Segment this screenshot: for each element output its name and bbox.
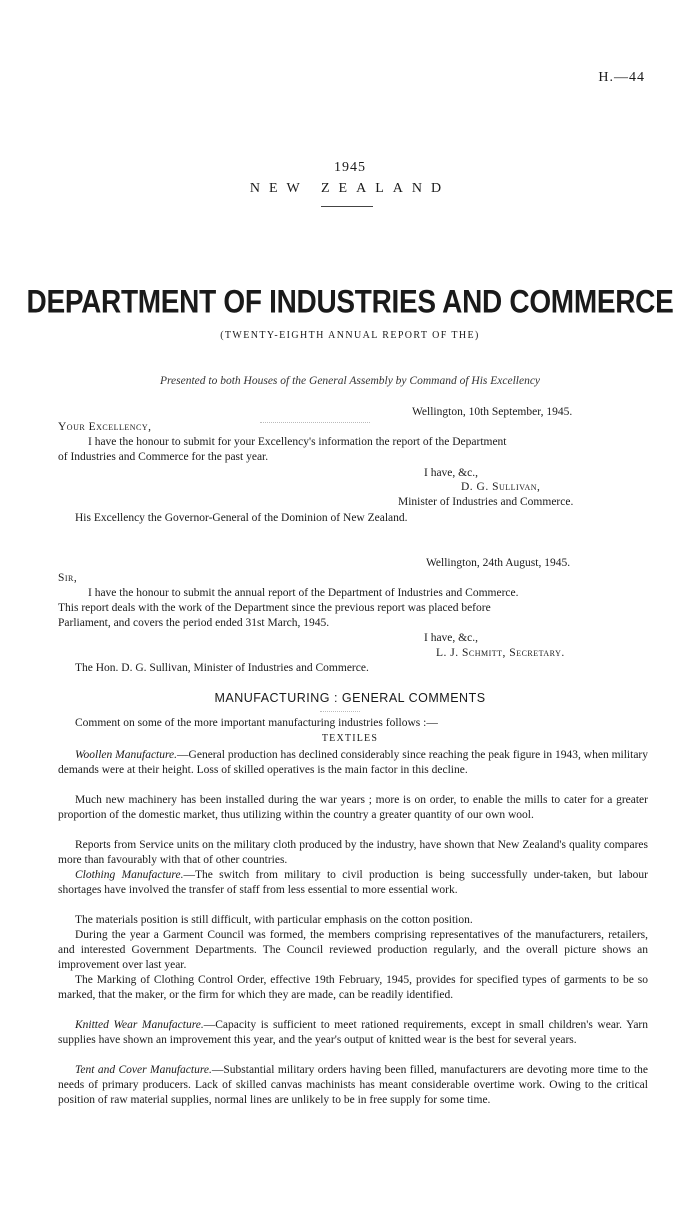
letter1-signature-title: Minister of Industries and Commerce. [398,496,574,508]
paragraph-lead: Knitted Wear Manufacture. [75,1019,204,1031]
presentation-note: Presented to both Houses of the General Assembly by Command of His Excellency [159,375,541,387]
letter1-body-line2: of Industries and Commerce for the past year. [58,451,269,463]
section-intro: Comment on some of the more important manufacturing industries follows :— [75,717,438,729]
title-divider [321,206,373,207]
paragraph-tent [58,1063,648,1108]
country-name: NEW ZEALAND [249,181,451,196]
letter-separator [260,422,370,423]
letter2-signature: L. J. Schmitt, Secretary. [436,647,565,659]
paragraph-text: —Capacity is sufficient to meet rationed requirements, except in small children's wear. Yarn supplies have shown an improvement this year, and the year's output of knitted wear is the best for several years. [58,1019,648,1046]
letter1-closing: I have, &c., [424,467,478,479]
paragraph-text: —The switch from military to civil production is being successfully under-taken, but labour shortages have involved the transfer of staff from less essential to more essential work. [58,869,648,896]
letter2-salutation: Sir, [58,572,78,584]
letter1-salutation: Your Excellency, [58,421,152,433]
paragraph-text: —General production has declined considerably since reaching the peak figure in 1943, when military demands were at their height. Loss of skilled operatives is the main factor in this decline. [58,749,649,776]
paragraph-lead: Woollen Manufacture. [75,749,178,761]
paragraph-knitted [58,1018,648,1048]
paragraph-text: The materials position is still difficult, with particular emphasis on the cotton position. [75,914,473,926]
paragraph-clothing [58,868,648,898]
paragraph-service-reports [58,838,648,868]
letter2-body-line1: I have the honour to submit the annual report of the Department of Industries and Commerce. [88,587,519,599]
report-subtitle: (TWENTY-EIGHTH ANNUAL REPORT OF THE) [220,330,480,341]
page-reference: H.—44 [598,70,645,85]
letter2-closing: I have, &c., [424,632,478,644]
textiles-subheading: TEXTILES [321,733,379,744]
section-heading: MANUFACTURING : GENERAL COMMENTS [214,691,486,705]
paragraph-lead: Tent and Cover Manufacture. [75,1064,212,1076]
letter2-body-line3: Parliament, and covers the period ended 31st March, 1945. [58,617,330,629]
paragraph-woollen [58,748,648,778]
paragraph-text: Much new machinery has been installed during the war years ; more is on order, to enable the mills to cater for a greater proportion of the domestic market, thus utilizing within the country a greater quantity of our own wool. [58,794,648,821]
paragraph-marking-order [58,973,648,1003]
paragraph-garment-council [58,928,648,973]
letter2-addressee: The Hon. D. G. Sullivan, Minister of Industries and Commerce. [75,662,369,674]
letter1-signature: D. G. Sullivan, [461,481,541,493]
paragraph-lead: Clothing Manufacture. [75,869,184,881]
letter1-addressee: His Excellency the Governor-General of the Dominion of New Zealand. [75,512,408,524]
letter1-date: Wellington, 10th September, 1945. [412,406,573,418]
department-title: DEPARTMENT OF INDUSTRIES AND COMMERCE [26,283,674,320]
paragraph-text: —Substantial military orders having been filled, manufacturers are devoting more time to the needs of primary producers. Lack of skilled canvas machinists has meant considerable overtime work. Owing to the critical position of raw material supplies, normal lines are unlikely to be in free supply for some time. [58,1064,648,1106]
paragraph-machinery [58,793,648,823]
paragraph-text: During the year a Garment Council was formed, the members comprising representatives of the manufacturers, retailers, and interested Government Departments. The Council reviewed production regularly, and the overall picture shows an improvement over last year. [58,929,648,971]
letter2-body-line2: This report deals with the work of the Department since the previous report was placed before [58,602,491,614]
paragraph-text: Reports from Service units on the military cloth produced by the industry, have shown that New Zealand's quality compares more than favourably with that of other countries. [58,839,648,866]
letter1-body-line1: I have the honour to submit for your Excellency's information the report of the Department [88,436,507,448]
letter2-date: Wellington, 24th August, 1945. [426,557,571,569]
report-year: 1945 [334,160,366,175]
paragraph-materials [58,913,648,928]
paragraph-text: The Marking of Clothing Control Order, effective 19th February, 1945, provides for specified types of garments to be so marked, that the maker, or the firm for which they are made, can be readily identified. [58,974,648,1001]
heading-separator [320,711,360,712]
